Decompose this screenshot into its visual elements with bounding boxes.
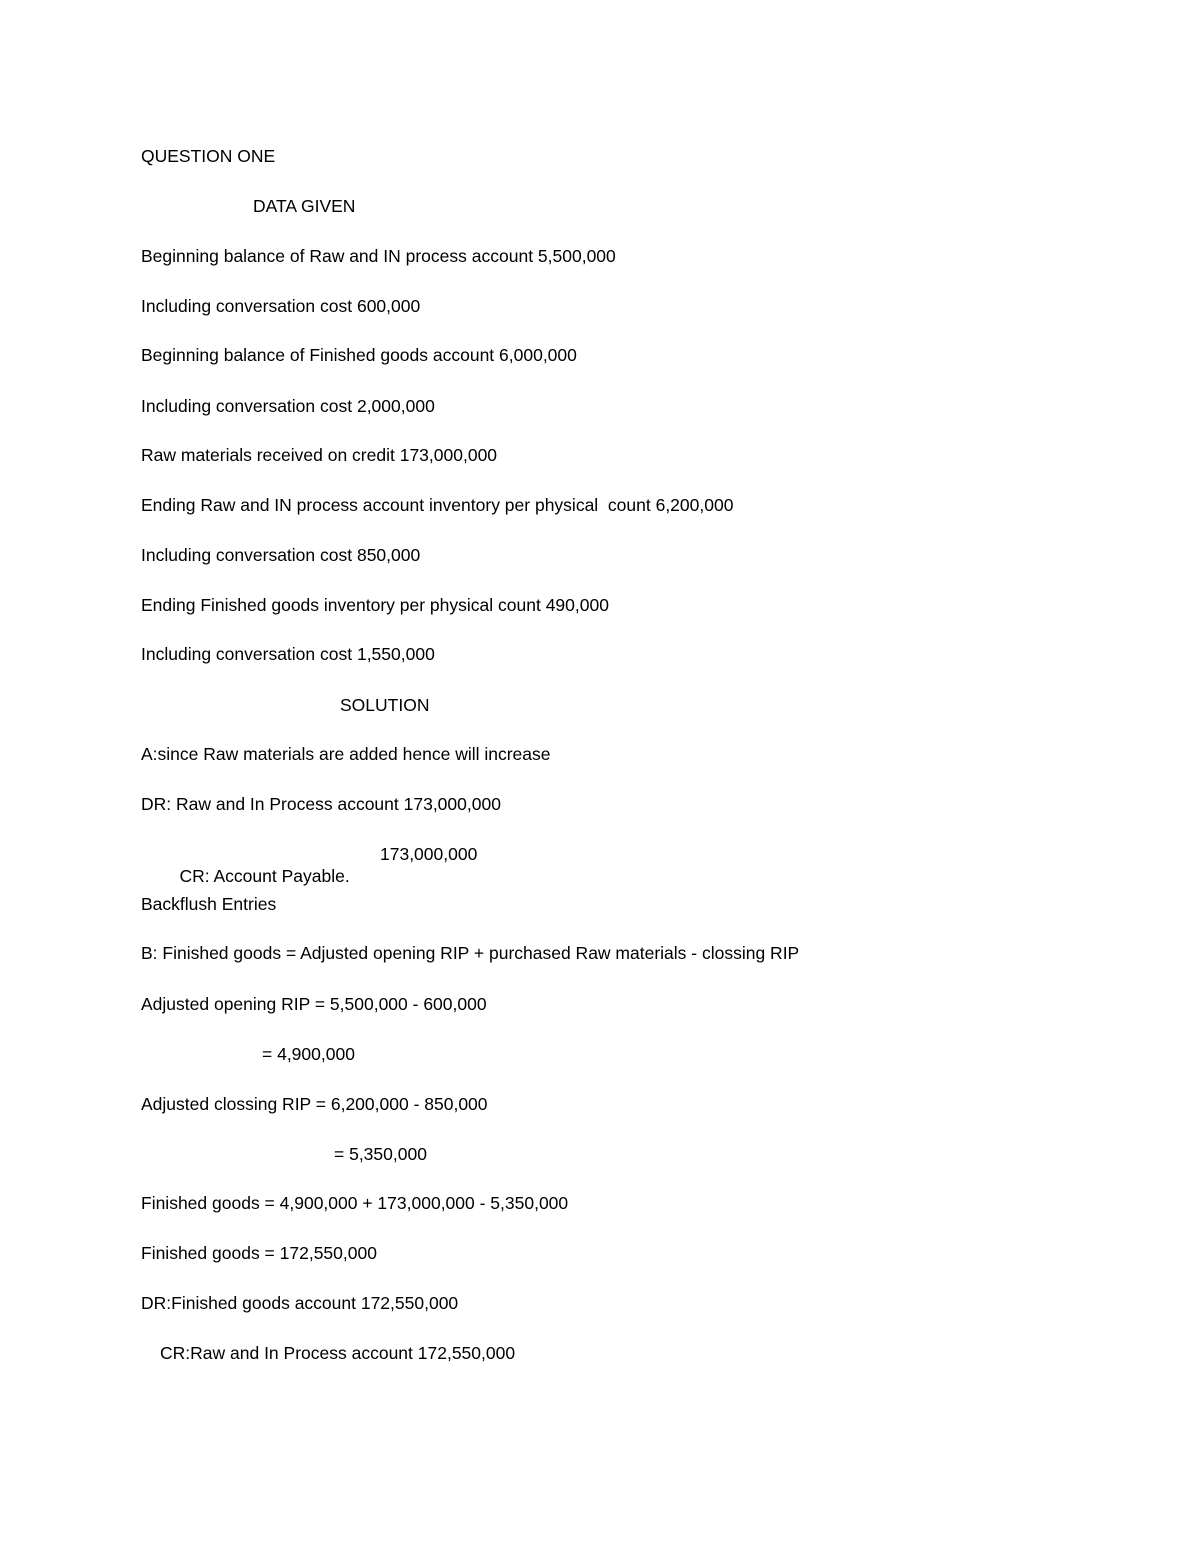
data-line: Including conversation cost 2,000,000 xyxy=(141,396,435,416)
adjusted-opening-calc: Adjusted opening RIP = 5,500,000 - 600,000 xyxy=(141,994,487,1014)
part-a-credit-entry xyxy=(160,843,660,931)
data-line: Beginning balance of Finished goods account 6,000,000 xyxy=(141,345,577,365)
data-line: Ending Finished goods inventory per physical count 490,000 xyxy=(141,595,609,615)
data-line: Beginning balance of Raw and IN process account 5,500,000 xyxy=(141,246,616,266)
data-line: Raw materials received on credit 173,000,000 xyxy=(141,445,498,465)
part-b-formula: B: Finished goods = Adjusted opening RIP + purchased Raw materials - clossing RIP xyxy=(141,943,800,963)
part-b-debit-entry: DR:Finished goods account 172,550,000 xyxy=(141,1293,459,1313)
solution-heading: SOLUTION xyxy=(340,695,430,715)
backflush-heading: Backflush Entries xyxy=(141,894,277,914)
part-a-debit-entry: DR: Raw and In Process account 173,000,000 xyxy=(141,794,501,814)
finished-goods-result: Finished goods = 172,550,000 xyxy=(141,1243,377,1263)
finished-goods-calc: Finished goods = 4,900,000 + 173,000,000 - 5,350,000 xyxy=(141,1193,569,1213)
data-line: Ending Raw and IN process account inventory per physical count 6,200,000 xyxy=(141,495,734,515)
part-b-credit-entry: CR:Raw and In Process account 172,550,000 xyxy=(160,1343,516,1363)
question-heading: QUESTION ONE xyxy=(141,146,276,166)
data-line: Including conversation cost 600,000 xyxy=(141,296,421,316)
adjusted-opening-result: = 4,900,000 xyxy=(262,1044,355,1064)
adjusted-closing-calc: Adjusted clossing RIP = 6,200,000 - 850,000 xyxy=(141,1094,488,1114)
data-line: Including conversation cost 850,000 xyxy=(141,545,421,565)
data-line: Including conversation cost 1,550,000 xyxy=(141,644,435,664)
credit-label: CR: Account Payable. xyxy=(179,866,350,886)
part-a-intro: A:since Raw materials are added hence will increase xyxy=(141,744,551,764)
adjusted-closing-result: = 5,350,000 xyxy=(334,1144,427,1164)
data-given-heading: DATA GIVEN xyxy=(253,196,356,216)
credit-amount: 173,000,000 xyxy=(380,844,478,864)
